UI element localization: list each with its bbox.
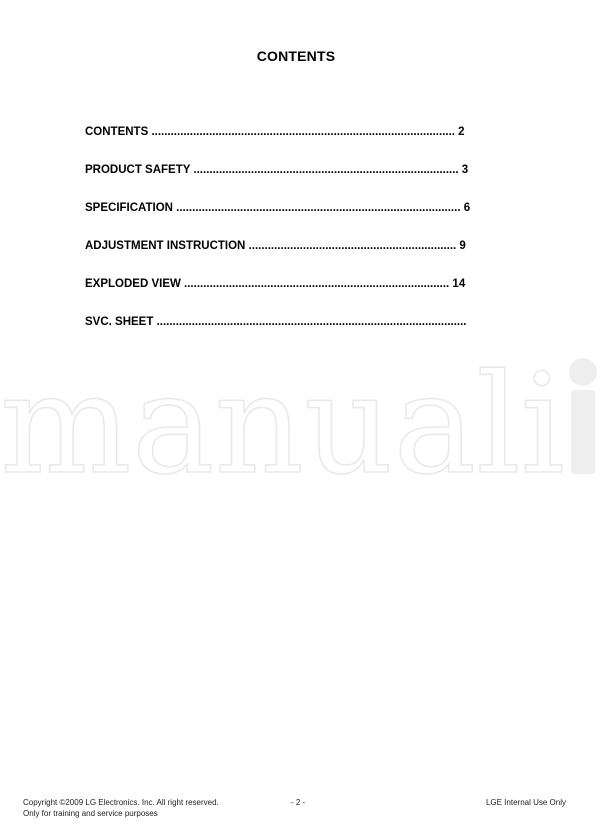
toc-entry-exploded-view[interactable] <box>85 278 495 316</box>
toc-entry-text: PRODUCT SAFETY ................................................................................... 3 <box>85 164 469 176</box>
toc-entry-text: SPECIFICATION ......................................................................................... 6 <box>85 202 471 214</box>
page-title: CONTENTS <box>256 48 336 64</box>
toc-entry-text: EXPLODED VIEW ................................................................................... 14 <box>85 278 466 290</box>
watermark-dot <box>569 358 597 386</box>
watermark-accent <box>571 390 595 474</box>
watermark <box>0 350 600 485</box>
copyright-text: Copyright ©2009 LG Electronics. Inc. All right reserved. <box>23 798 219 807</box>
page-number: - 2 - <box>291 798 306 807</box>
toc-entry-product-safety[interactable] <box>85 164 495 202</box>
watermark-text: manuali <box>0 350 565 485</box>
toc-entry-contents[interactable] <box>85 126 495 164</box>
internal-use-note: LGE Internal Use Only <box>485 798 566 807</box>
toc-entry-adjustment-instruction[interactable] <box>85 240 495 278</box>
toc-entry-svc-sheet[interactable] <box>85 316 495 354</box>
toc-entry-specification[interactable] <box>85 202 495 240</box>
table-of-contents <box>85 126 495 354</box>
toc-entry-text: CONTENTS ............................................................................................... 2 <box>85 126 465 138</box>
training-note: Only for training and service purposes <box>23 809 158 818</box>
toc-entry-text: SVC. SHEET ................................................................................................. <box>85 316 467 328</box>
toc-entry-text: ADJUSTMENT INSTRUCTION ................................................................. 9 <box>85 240 466 252</box>
footer-left <box>23 797 219 819</box>
